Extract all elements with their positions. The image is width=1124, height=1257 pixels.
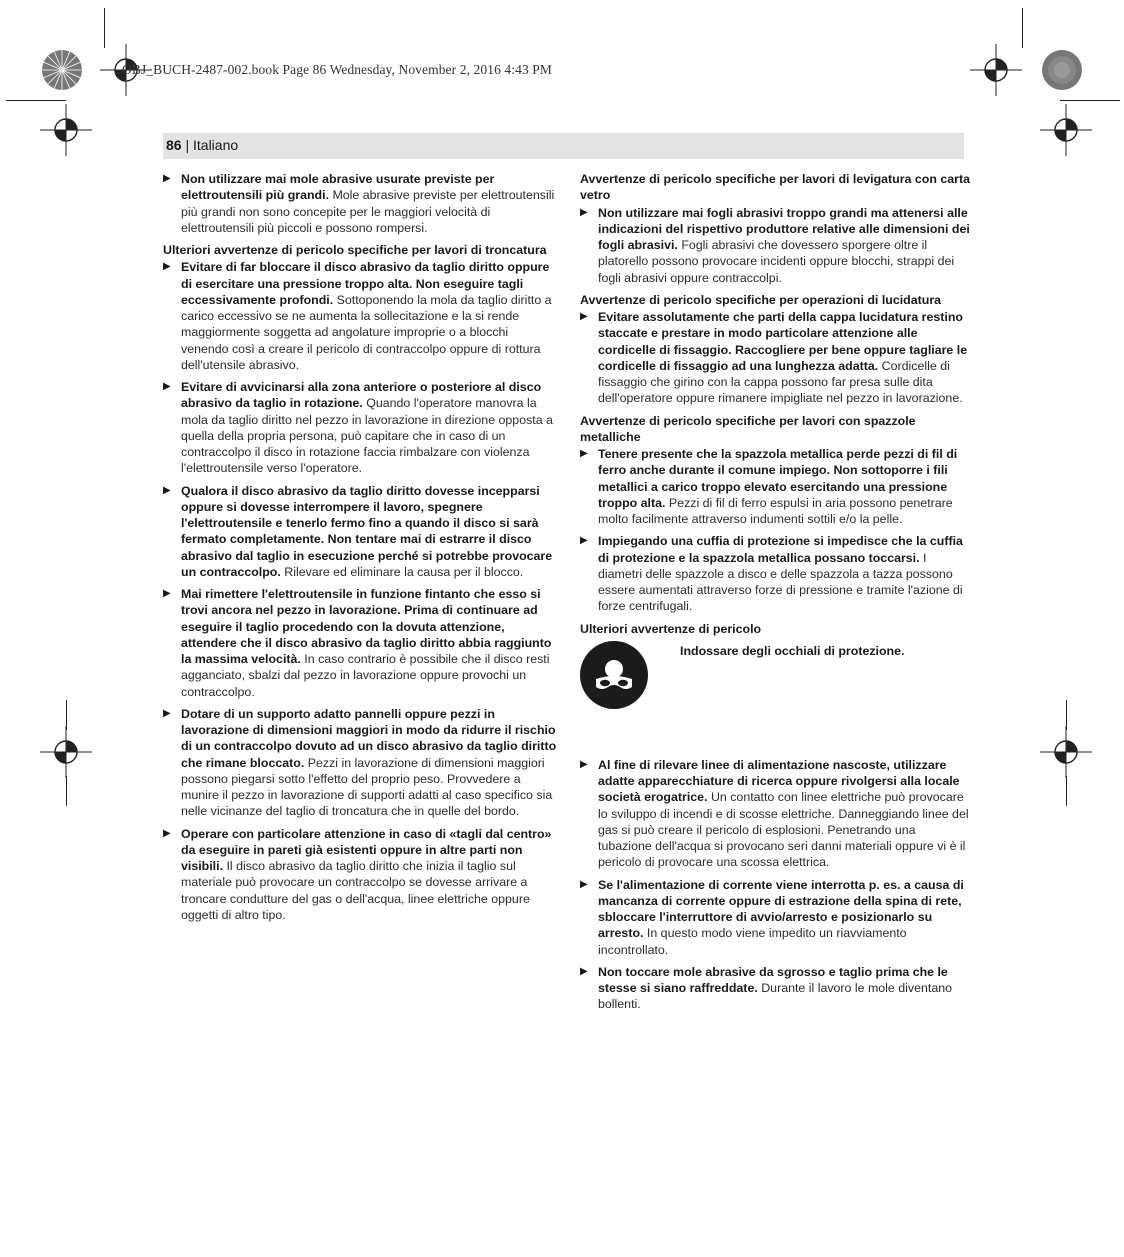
crop-line	[104, 8, 105, 48]
running-header	[163, 133, 964, 159]
crop-line	[1022, 8, 1023, 48]
crop-line	[1060, 100, 1120, 101]
header-language: Italiano	[193, 137, 239, 153]
crop-line	[66, 776, 67, 806]
header-separator: |	[181, 137, 193, 153]
registration-mark-top-right	[1040, 48, 1084, 92]
bullet-icon: ▶	[580, 878, 588, 890]
warning-item: ▶ Non toccare mole abrasive da sgrosso e taglio prima che le stesse si siano raffreddate. Durante il lavoro le mole diventano bollenti.	[580, 964, 953, 1012]
bullet-icon: ▶	[163, 827, 171, 839]
bullet-icon: ▶	[580, 206, 588, 218]
warning-item: ▶ Impiegando una cuffia di protezione si impedisce che la cuffia di protezione e la spazzola metallica possano toccarsi. I diametri delle spazzole a disco e delle spazzola a tazza possono essere aumentati attraverso forze di pressione e tramite l'azione di forze centrifugali.	[580, 534, 963, 614]
warning-item: ▶ Evitare assolutamente che parti della cappa lucidatura restino staccate e prestare in modo particolare attenzione alle cordicelle di fissaggio. Raccogliere per bene oppure tagliare le cordicelle di fissaggio ad una lunghezza adatta. Cordicelle di fissaggio che girino con la cappa possono far presa sulle dita dell'operatore oppure rimanere impigliate nel pezzo in lavorazione.	[580, 310, 968, 406]
section-heading: Avvertenze di pericolo specifiche per lavori con spazzole metalliche	[580, 413, 916, 444]
bullet-icon: ▶	[580, 311, 588, 322]
registration-mark-top-left	[40, 48, 84, 92]
crosshair-mid-right	[1040, 726, 1092, 778]
bullet-icon: ▶	[580, 535, 588, 547]
warning-item: ▶ Operare con particolare attenzione in caso di «tagli dal centro» da eseguire in pareti già esistenti oppure in altre parti non visibili. Il disco abrasivo da taglio diritto che inizia il taglio sul materiale può provocare un contraccolpo se dovesse arrivare a troncare condutture del gas o dell'acqua, linee elettriche oppure oggetti di altro tipo.	[163, 826, 552, 922]
print-slug: OBJ_BUCH-2487-002.book Page 86 Wednesday, November 2, 2016 4:43 PM	[122, 62, 552, 77]
crop-line	[6, 100, 66, 101]
bullet-icon: ▶	[163, 173, 171, 184]
crosshair-top-right-b	[1040, 104, 1092, 156]
section-heading: Ulteriori avvertenze di pericolo	[580, 621, 762, 636]
goggles-instruction: Indossare degli occhiali di protezione.	[680, 643, 905, 658]
crop-line	[1066, 700, 1067, 730]
bullet-icon: ▶	[163, 588, 171, 599]
warning-item: ▶ Qualora il disco abrasivo da taglio diritto dovesse incepparsi oppure si dovesse interrompere il lavoro, spegnere l'elettroutensile e tenerlo fermo fino a quando il disco si sarà fermato completamente. Non tentare mai di estrarre il disco abrasivo dal taglio in esecuzione perché si potrebbe provocare un contraccolpo. Rilevare ed eliminare la causa per il blocco.	[163, 483, 553, 579]
bullet-icon: ▶	[163, 381, 171, 392]
warning-item: ▶ Al fine di rilevare linee di alimentazione nascoste, utilizzare adatte apparecchiature di ricerca oppure rivolgersi alla locale società erogatrice. Un contatto con linee elettriche può provocare lo sviluppo di incendi e di scosse elettriche. Danneggiando linee del gas si può creare il pericolo di esplosioni. Penetrando una tubazione dell'acqua si provocano seri danni materiali oppure vi è il pericolo di provocare una scossa elettrica.	[580, 757, 969, 870]
section-heading: Ulteriori avvertenze di pericolo specifiche per lavori di troncatura	[163, 243, 547, 257]
crop-line	[1066, 776, 1067, 806]
crosshair-mid-left	[40, 726, 92, 778]
crosshair-top-left-b	[40, 104, 92, 156]
bullet-icon: ▶	[163, 261, 171, 273]
warning-item: ▶ Se l'alimentazione di corrente viene interrotta p. es. a causa di mancanza di corrente oppure di estrazione della spina di rete, sbloccare l'interruttore di avvio/arresto e posizionarlo su arresto. In questo modo viene impedito un riavviamento incontrollato.	[580, 877, 964, 957]
warning-item: ▶ Evitare di far bloccare il disco abrasivo da taglio diritto oppure di esercitare una pressione troppo alta. Non eseguire tagli eccessivamente profondi. Sottoponendo la mola da taglio diritto a carico eccessivo se ne aumenta la sollecitazione e la si rende maggiormente soggetta ad angolature improprie o a blocchi venendo così a creare il pericolo di contraccolpo oppure di rottura dell'utensile abrasivo.	[163, 260, 552, 372]
warning-item: ▶ Dotare di un supporto adatto pannelli oppure pezzi in lavorazione di dimensioni maggiori in modo da ridurre il rischio di un contraccolpo dovuto ad un disco abrasivo da taglio diritto che rimane bloccato. Pezzi in lavorazione di dimensioni maggiori possono piegarsi sotto l'effetto del proprio peso. Provvedere a munire il pezzo in lavorazione di supporti adatti al caso specifico sia nelle vicinanze del taglio di troncatura che in quelle del bordo.	[163, 706, 557, 819]
warning-item: ▶ Non utilizzare mai mole abrasive usurate previste per elettroutensili più grandi. Mole abrasive previste per elettroutensili più grandi non sono concepite per le maggiori velocità di elettroutensili più piccoli e possono rompersi.	[163, 172, 555, 235]
warning-item: ▶ Tenere presente che la spazzola metallica perde pezzi di fil di ferro anche durante il comune impiego. Non sottoporre i fili metallici a carico troppo elevato esercitando una pressione troppo alta. Pezzi di fil di ferro espulsi in aria possono penetrare molto facilmente attraverso indumenti sottili e/o la pelle.	[580, 447, 958, 526]
section-heading: Avvertenze di pericolo specifiche per operazioni di lucidatura	[580, 292, 942, 307]
bullet-icon: ▶	[580, 448, 588, 459]
bullet-icon: ▶	[163, 707, 171, 719]
safety-goggles-icon	[580, 641, 648, 709]
page-number: 86	[166, 137, 182, 153]
crop-line	[66, 700, 67, 730]
goggles-notice	[580, 641, 972, 737]
bullet-icon: ▶	[580, 758, 588, 770]
right-column	[580, 171, 972, 1019]
crosshair-top-right-a	[970, 44, 1022, 96]
bullet-icon: ▶	[580, 965, 588, 977]
warning-item: ▶ Non utilizzare mai fogli abrasivi troppo grandi ma attenersi alle indicazioni del rispettivo produttore relative alle dimensioni dei fogli abrasivi. Fogli abrasivi che dovessero sporgere oltre il platorello possono provocare incidenti oppure blocchi, strappi dei fogli abrasivi oppure contraccolpi.	[580, 205, 970, 285]
page-header	[166, 137, 238, 153]
warning-item: ▶ Evitare di avvicinarsi alla zona anteriore o posteriore al disco abrasivo da taglio in rotazione. Quando l'operatore manovra la mola da taglio diritto nel pezzo in lavorazione in direzione opposta a quella della propria persona, può capitare che in caso di un contraccolpo il disco in rotazione faccia rimbalzare con violenza l'elettroutensile verso l'operatore.	[163, 380, 553, 476]
warning-item: ▶ Mai rimettere l'elettroutensile in funzione fintanto che esso si trovi ancora nel pezzo in lavorazione. Prima di continuare ad eseguire il taglio procedendo con la dovuta attenzione, attendere che il disco abrasivo da taglio diritto abbia raggiunto la massima velocità. In caso contrario è possibile che il disco resti agganciato, sbalzi dal pezzo in lavorazione oppure provochi un contraccolpo.	[163, 587, 552, 699]
bullet-icon: ▶	[163, 484, 171, 496]
left-column	[163, 171, 559, 929]
section-heading: Avvertenze di pericolo specifiche per lavori di levigatura con carta vetro	[580, 172, 970, 203]
